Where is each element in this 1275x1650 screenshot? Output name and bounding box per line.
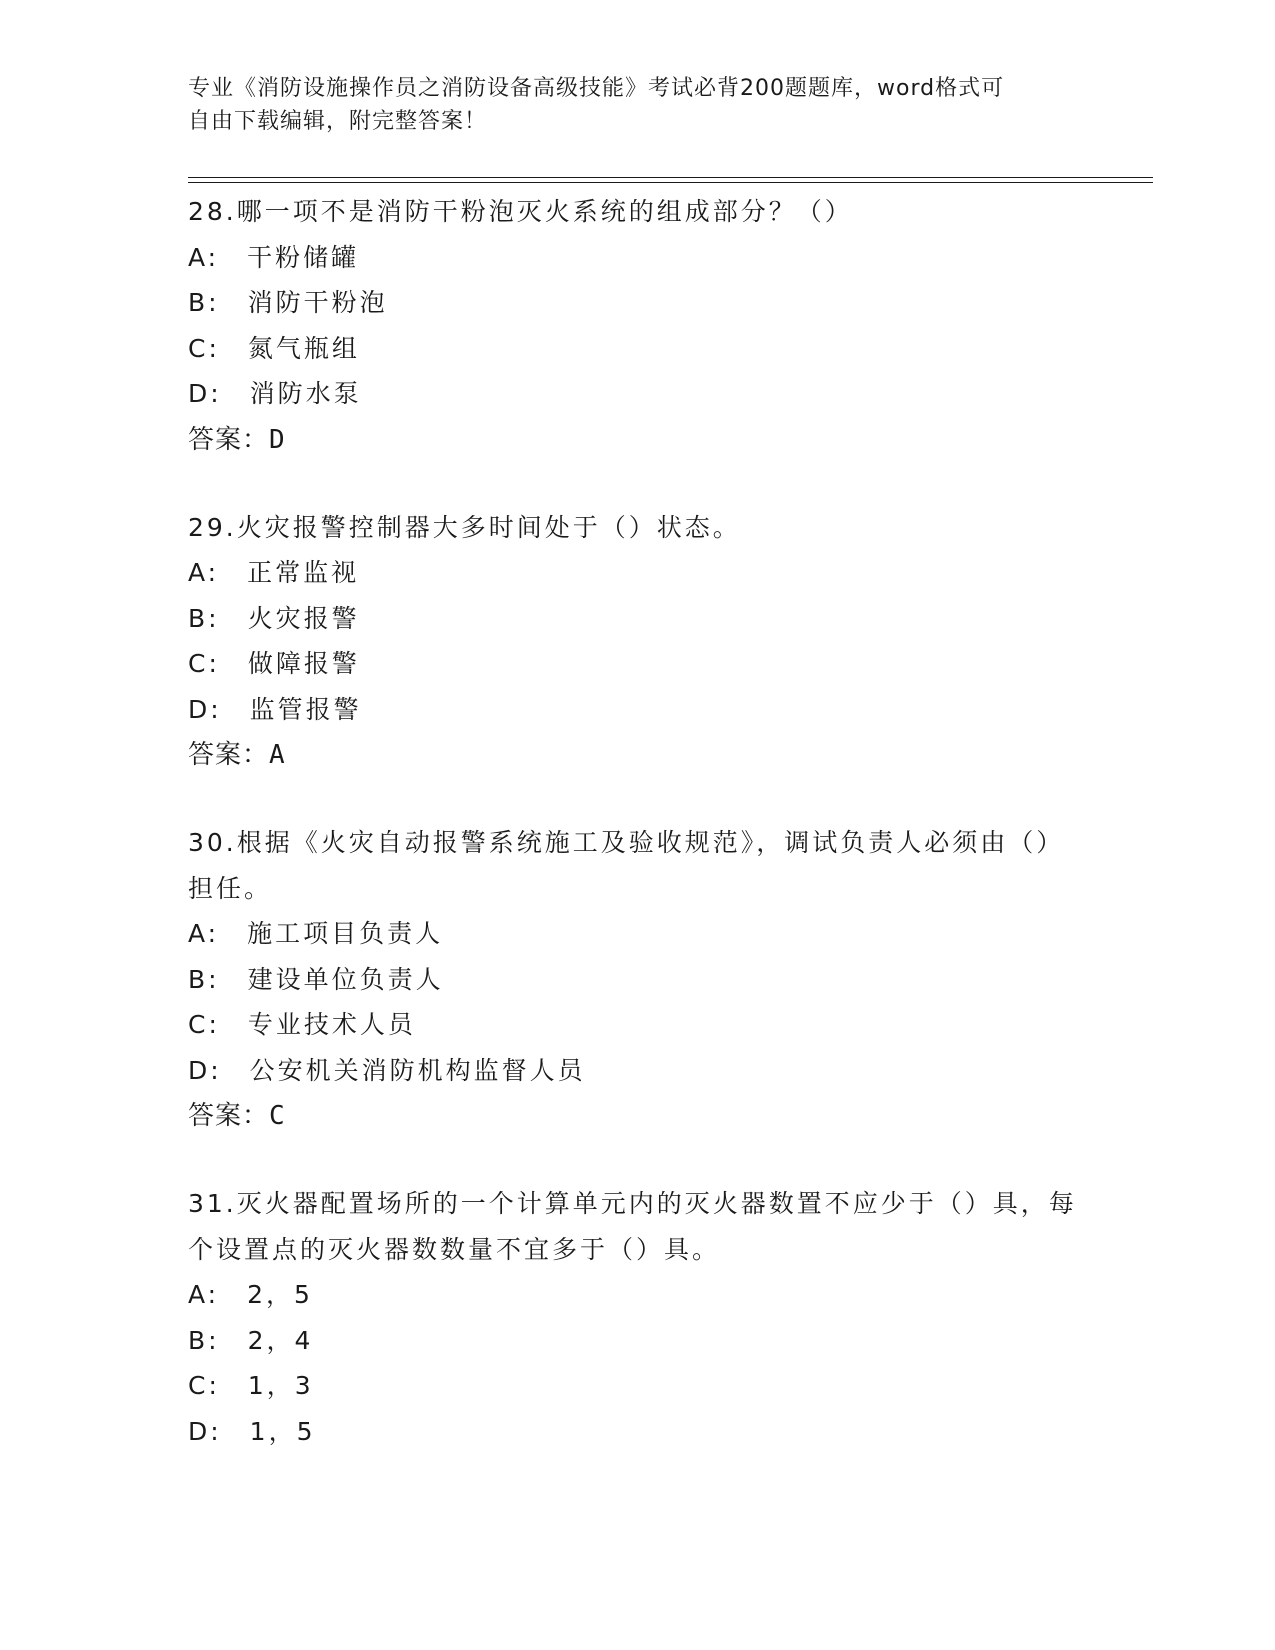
option-a: A: 正常监视 xyxy=(188,558,360,587)
header-line-2: 自由下载编辑，附完整答案！ xyxy=(188,109,488,134)
answer-label: 答案： xyxy=(188,1101,270,1131)
option-c: C: 1，3 xyxy=(188,1371,314,1400)
question-text: 30.根据《火灾自动报警系统施工及验收规范》，调试负责人必须由（）担任。 xyxy=(188,828,1065,903)
answer-value: C xyxy=(269,1101,286,1131)
header-line-1: 专业《消防设施操作员之消防设备高级技能》考试必背200题题库，word格式可 xyxy=(188,76,1005,101)
option-c: C: 做障报警 xyxy=(188,649,360,678)
question-28 xyxy=(188,189,1088,463)
option-d: D: 消防水泵 xyxy=(188,379,362,408)
option-b: B: 消防干粉泡 xyxy=(188,288,388,317)
option-a: A: 干粉储罐 xyxy=(188,242,360,272)
question-29 xyxy=(188,505,1088,779)
option-b: B: 建设单位负责人 xyxy=(188,964,444,994)
answer-value: D xyxy=(269,424,286,455)
option-d: D: 监管报警 xyxy=(188,694,362,724)
header-divider-top xyxy=(188,177,1153,178)
answer-line xyxy=(188,417,1088,463)
question-text: 31.灭火器配置场所的一个计算单元内的灭火器数置不应少于（）具，每个设置点的灭火器数数量不宜多于（）具。 xyxy=(188,1189,1077,1264)
option-d: D: 公安机关消防机构监督人员 xyxy=(188,1055,586,1085)
option-a: A: 施工项目负责人 xyxy=(188,919,444,948)
header-divider-bottom xyxy=(188,182,1153,183)
answer-value: A xyxy=(269,740,286,770)
option-d: D: 1，5 xyxy=(188,1416,316,1446)
question-31 xyxy=(188,1181,1088,1454)
answer-line xyxy=(188,732,1088,778)
option-a: A: 2，5 xyxy=(188,1280,313,1309)
answer-label: 答案： xyxy=(188,740,270,770)
answer-line xyxy=(188,1093,1088,1139)
question-text: 28.哪一项不是消防干粉泡灭火系统的组成部分？（） xyxy=(188,197,853,226)
option-c: C: 氮气瓶组 xyxy=(188,333,360,363)
question-text: 29.火灾报警控制器大多时间处于（）状态。 xyxy=(188,512,741,542)
question-30 xyxy=(188,820,1088,1139)
option-b: B: 火灾报警 xyxy=(188,603,360,633)
answer-label: 答案： xyxy=(188,424,270,455)
document-header xyxy=(188,72,1068,138)
option-c: C: 专业技术人员 xyxy=(188,1010,416,1039)
option-b: B: 2，4 xyxy=(188,1325,314,1355)
question-list xyxy=(188,189,1088,1496)
